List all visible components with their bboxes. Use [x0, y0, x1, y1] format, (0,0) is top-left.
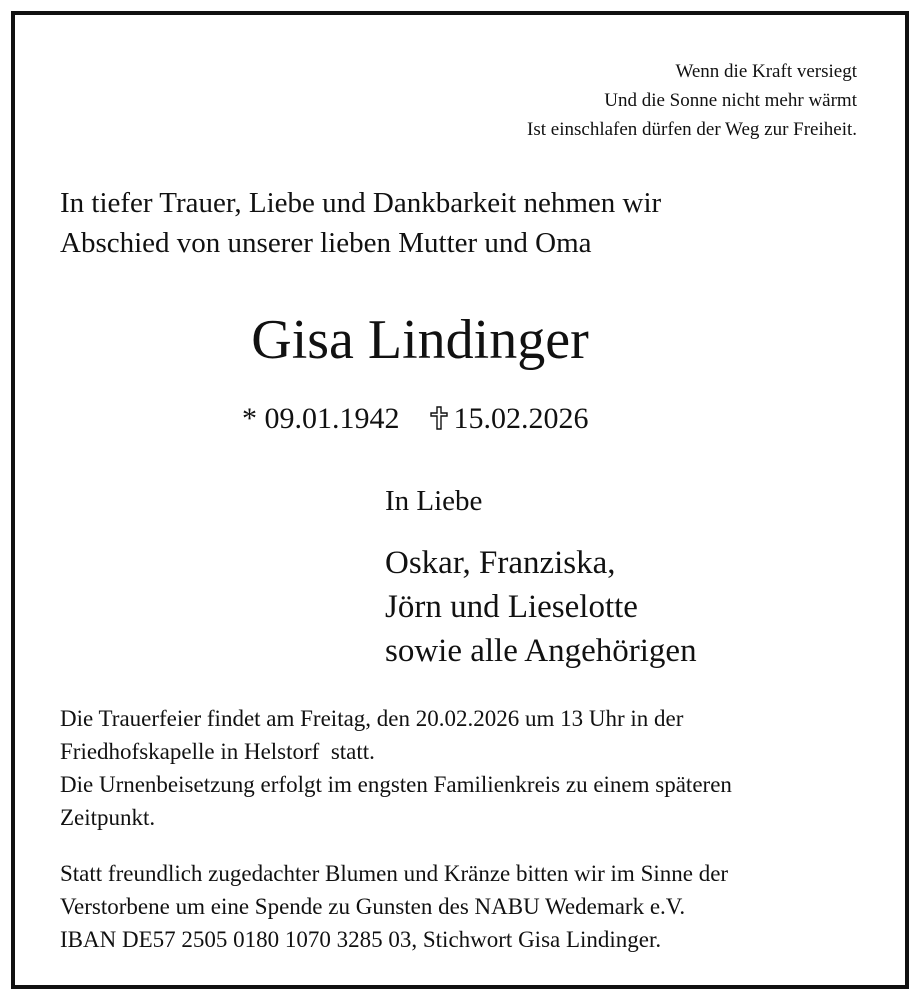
- intro-line: Abschied von unserer lieben Mutter und Oma: [60, 227, 592, 259]
- death-date: 15.02.2026: [453, 402, 589, 435]
- obituary-frame: [11, 11, 909, 989]
- ceremony-line: Die Urnenbeisetzung erfolgt im engsten Familienkreis zu einem späteren: [60, 772, 732, 797]
- mourner-line: Jörn und Lieselotte: [385, 589, 638, 625]
- poem: [527, 57, 857, 144]
- poem-line: Wenn die Kraft versiegt: [675, 61, 857, 82]
- cross-icon: [430, 399, 448, 439]
- ceremony-info: [60, 702, 880, 834]
- donation-line: IBAN DE57 2505 0180 1070 3285 03, Stichwort Gisa Lindinger.: [60, 927, 662, 952]
- ceremony-line: Friedhofskapelle in Helstorf statt.: [60, 739, 375, 764]
- life-dates: [242, 399, 589, 439]
- mourner-line: sowie alle Angehörigen: [385, 633, 697, 669]
- poem-line: Und die Sonne nicht mehr wärmt: [604, 90, 857, 111]
- mourner-line: Oskar, Franziska,: [385, 545, 616, 581]
- intro-text: [60, 183, 661, 263]
- birth-date: * 09.01.1942: [242, 402, 400, 435]
- donation-line: Statt freundlich zugedachter Blumen und Kränze bitten wir im Sinne der: [60, 861, 729, 886]
- mourners-heading: In Liebe: [385, 485, 483, 517]
- donation-line: Verstorbene um eine Spende zu Gunsten des NABU Wedemark e.V.: [60, 894, 686, 919]
- mourners-list: [385, 541, 697, 673]
- ceremony-line: Zeitpunkt.: [60, 805, 156, 830]
- intro-line: In tiefer Trauer, Liebe und Dankbarkeit nehmen wir: [60, 187, 662, 219]
- poem-line: Ist einschlafen dürfen der Weg zur Freiheit.: [527, 119, 857, 140]
- donation-info: [60, 857, 880, 956]
- ceremony-line: Die Trauerfeier findet am Freitag, den 20.02.2026 um 13 Uhr in der: [60, 706, 684, 731]
- deceased-name: Gisa Lindinger: [251, 309, 589, 371]
